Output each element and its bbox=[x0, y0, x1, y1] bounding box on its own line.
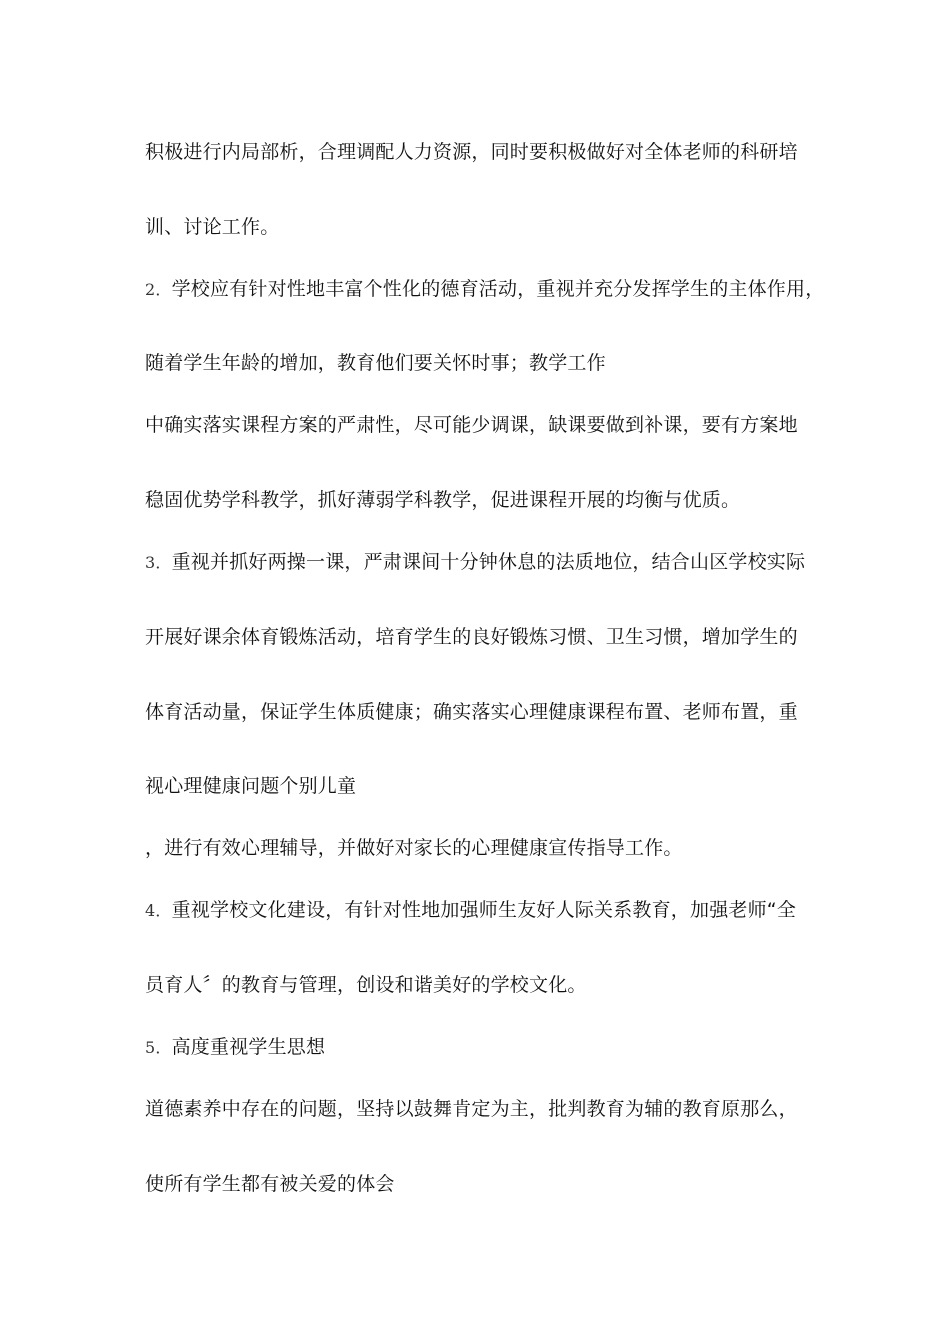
paragraph-line bbox=[145, 836, 683, 860]
paragraph-line bbox=[145, 700, 798, 724]
line-text: 稳固优势学科教学，抓好薄弱学科教学，促进课程开展的均衡与优质。 bbox=[145, 489, 741, 511]
list-item-5 bbox=[145, 1035, 325, 1060]
item-number: 5． bbox=[145, 1038, 172, 1057]
line-text: 重视学校文化建设，有针对性地加强师生友好人际关系教育，加强老师“全 bbox=[171, 899, 797, 921]
item-number: 2． bbox=[145, 280, 172, 299]
paragraph-line bbox=[145, 140, 798, 164]
paragraph-line bbox=[145, 351, 606, 375]
item-number: 4． bbox=[145, 901, 172, 920]
line-text: 学校应有针对性地丰富个性化的德育活动，重视并充分发挥学生的主体作用， bbox=[171, 278, 825, 300]
paragraph-line bbox=[145, 413, 798, 437]
list-item-2 bbox=[145, 277, 824, 302]
line-text: 高度重视学生思想 bbox=[171, 1036, 326, 1058]
line-text: 使所有学生都有被关爱的体会 bbox=[145, 1173, 395, 1195]
paragraph-line bbox=[145, 774, 356, 798]
line-text: 开展好课余体育锻炼活动，培育学生的良好锻炼习惯、卫生习惯，增加学生的 bbox=[145, 626, 798, 648]
line-text: 积极进行内局部析，合理调配人力资源，同时要积极做好对全体老师的科研培 bbox=[145, 141, 798, 163]
line-text: 视心理健康问题个别儿童 bbox=[145, 775, 357, 797]
paragraph-line bbox=[145, 625, 798, 649]
list-item-3 bbox=[145, 550, 805, 575]
line-text: ，进行有效心理辅导，并做好对家长的心理健康宣传指导工作。 bbox=[145, 837, 683, 859]
paragraph-line bbox=[145, 973, 587, 997]
paragraph-line bbox=[145, 1097, 798, 1121]
line-text: 训、讨论工作。 bbox=[145, 216, 280, 238]
line-text: 随着学生年龄的增加，教育他们要关怀时事；教学工作 bbox=[145, 352, 606, 374]
paragraph-line bbox=[145, 215, 279, 239]
paragraph-line bbox=[145, 1172, 395, 1196]
line-text: 重视并抓好两操一课，严肃课间十分钟休息的法质地位，结合山区学校实际 bbox=[171, 551, 806, 573]
line-text: 体育活动量，保证学生体质健康；确实落实心理健康课程布置、老师布置，重 bbox=[145, 701, 798, 723]
paragraph-line bbox=[145, 488, 740, 512]
line-text: 道德素养中存在的问题，坚持以鼓舞肯定为主，批判教育为辅的教育原那么， bbox=[145, 1098, 798, 1120]
line-text: 中确实落实课程方案的严肃性，尽可能少调课，缺课要做到补课，要有方案地 bbox=[145, 414, 798, 436]
list-item-4 bbox=[145, 898, 796, 923]
item-number: 3． bbox=[145, 553, 172, 572]
line-text: 员育人〞的教育与管理，创设和谐美好的学校文化。 bbox=[145, 974, 587, 996]
